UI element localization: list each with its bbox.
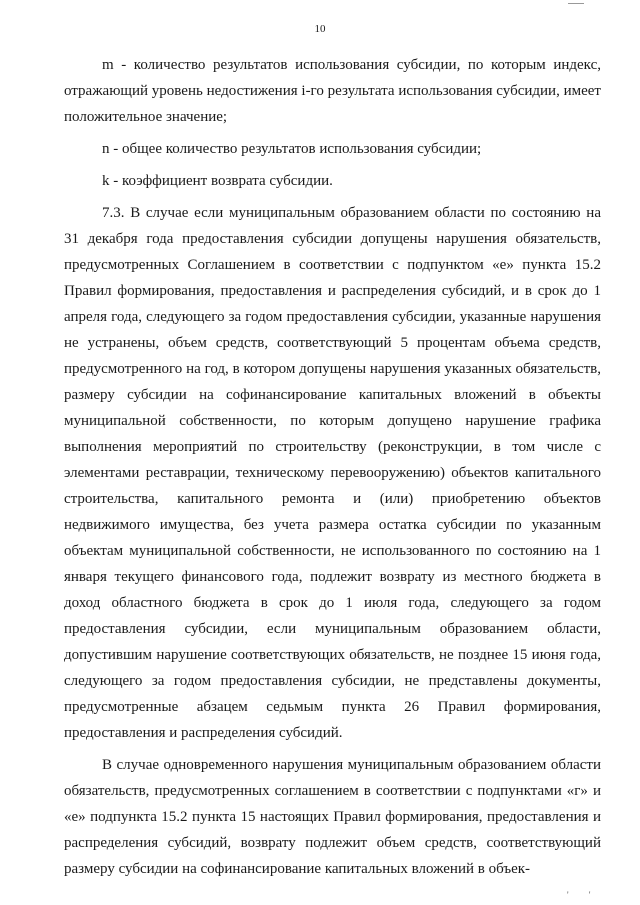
paragraph-simultaneous-violation: В случае одновременного нарушения муниципальным образованием области обязательств, предусмотренных соглашением в соответствии с подпунктами «г» и «е» подпункта 15.2 пункта 15 настоящих Правил формирования, предоставления и распределения субсидий, возврату подлежит объем средств, соответствующий размеру субсидии на софинансирование капитальных вложений в объек- bbox=[64, 757, 601, 877]
paragraph-definition-k: k - коэффициент возврата субсидии. bbox=[102, 173, 333, 189]
page-number: 10 bbox=[314, 23, 326, 35]
paragraph-section-7-3: 7.3. В случае если муниципальным образованием области по состоянию на 31 декабря года предоставления субсидии допущены нарушения обязательств, предусмотренных Соглашением в соответствии с подпунктом «е» пункта 15.2 Правил формирования, предоставления и распределения субсидий, и в срок до 1 апреля года, следующего за годом предоставления субсидии, указанные нарушения не устранены, объем средств, соответствующий 5 процентам объема средств, предусмотренного на год, в котором допущены нарушения указанных обязательств, размеру субсидии на софинансирование капитальных вложений в объекты муниципальной собственности, по которым допущено нарушение графика выполнения мероприятий по строительству (реконструкции, в том числе с элементами реставрации, техническому перевооружению) объектов капитального строительства, капитального ремонта и (или) приобретению объектов недвижимого имущества, без учета размера остатка субсидии по указанным объектам муниципальной собственности, не использованного по состоянию на 1 января текущего финансового года, подлежит возврату из местного бюджета в доход областного бюджета в срок до 1 июля года, следующего за годом предоставления субсидии, если муниципальным образованием области, допустившим нарушение соответствующих обязательств, не позднее 15 июня года, следующего за годом предоставления субсидии, не представлены документы, предусмотренные абзацем седьмым пункта 26 Правил формирования, предоставления и распределения субсидий. bbox=[64, 205, 601, 741]
paragraph-definition-m: m - количество результатов использования субсидии, по которым индекс, отражающий уровень недостижения i-го результата использования субсидии, имеет положительное значение; bbox=[64, 57, 601, 125]
paragraph-definition-n: n - общее количество результатов использования субсидии; bbox=[102, 141, 482, 157]
footer-marks: ' ' bbox=[567, 890, 600, 900]
scan-corner-mark bbox=[568, 0, 584, 4]
document-body bbox=[64, 52, 601, 882]
